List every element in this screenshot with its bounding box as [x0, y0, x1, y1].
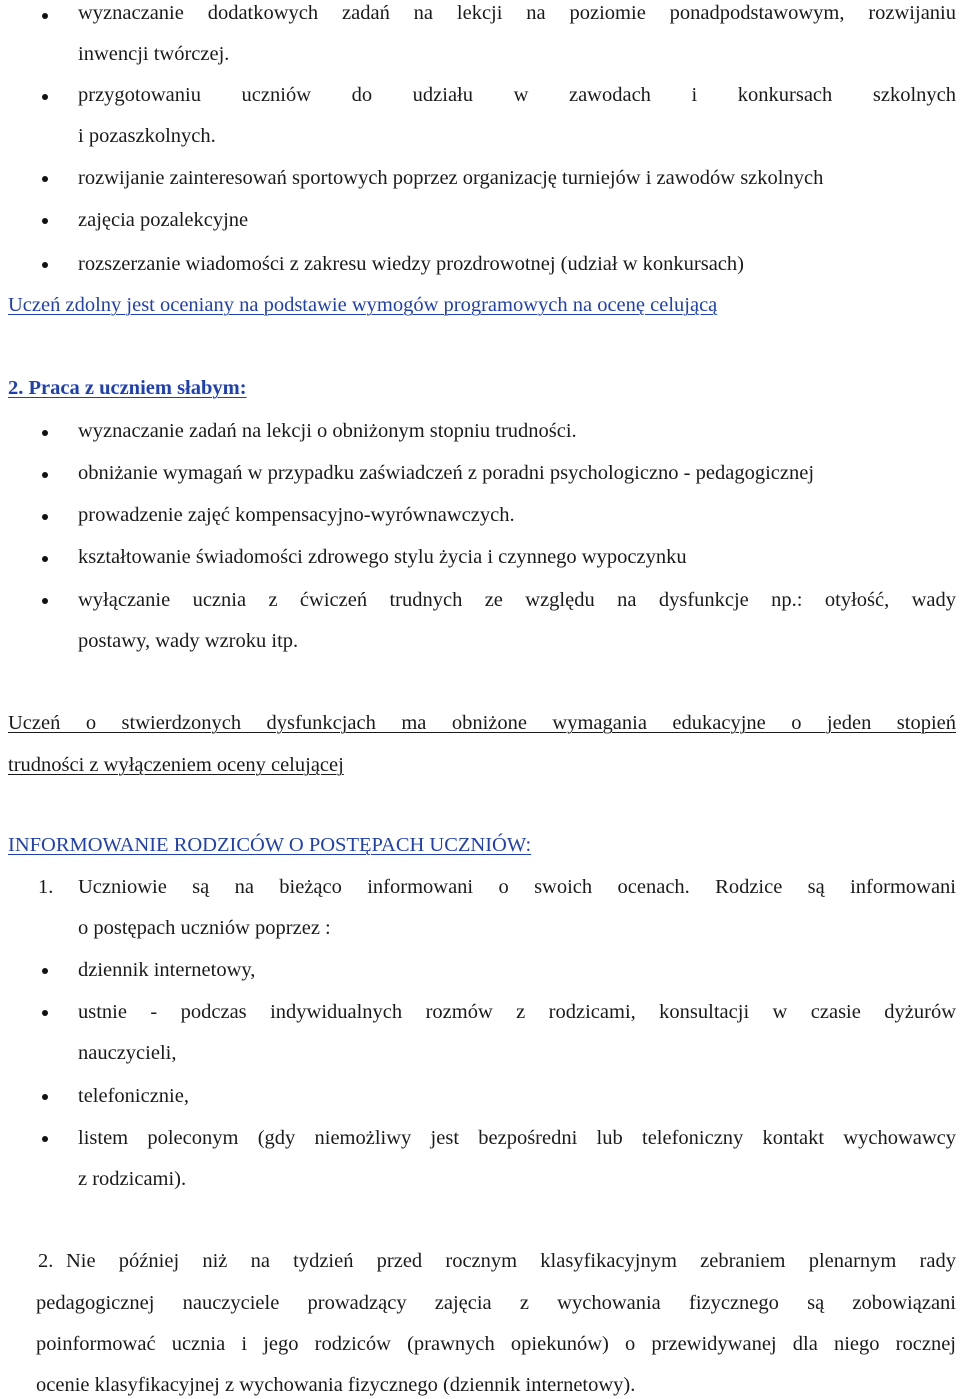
list-item: rozszerzanie wiadomości z zakresu wiedzy prozdrowotnej (udział w konkursach)	[78, 253, 744, 275]
point-1-number: 1.	[38, 876, 54, 898]
point-1-text: Uczniowie są na bieżąco informowani o swoich ocenach. Rodzice są informowani	[78, 876, 956, 898]
list-item: dziennik internetowy,	[78, 959, 256, 981]
dysfunction-note: Uczeń o stwierdzonych dysfunkcjach ma obniżone wymagania edukacyjne o jeden stopień	[8, 712, 956, 734]
list-item: przygotowaniu uczniów do udziału w zawodach i konkursach szkolnych	[78, 84, 956, 106]
list-item: wyłączanie ucznia z ćwiczeń trudnych ze względu na dysfunkcje np.: otyłość, wady	[78, 589, 956, 611]
point-2-number: 2.	[38, 1250, 54, 1272]
bullet-icon	[42, 556, 48, 562]
list-item: listem poleconym (gdy niemożliwy jest bezpośredni lub telefoniczny kontakt wychowawcy	[78, 1127, 956, 1149]
gifted-student-note: Uczeń zdolny jest oceniany na podstawie wymogów programowych na ocenę celującą	[8, 294, 718, 316]
bullet-icon	[42, 262, 48, 268]
list-item: zajęcia pozalekcyjne	[78, 209, 249, 231]
bullet-icon	[42, 1010, 48, 1016]
informing-parents-heading: INFORMOWANIE RODZICÓW O POSTĘPACH UCZNIÓW:	[8, 834, 532, 856]
point-1-continuation: o postępach uczniów poprzez :	[78, 917, 331, 939]
section-2-title: 2. Praca z uczniem słabym:	[8, 377, 247, 399]
bullet-icon	[42, 514, 48, 520]
bullet-icon	[42, 1136, 48, 1142]
list-item: rozwijanie zainteresowań sportowych poprzez organizację turniejów i zawodów szkolnych	[78, 167, 824, 189]
point-2-text: Nie później niż na tydzień przed rocznym klasyfikacyjnym zebraniem plenarnym rady	[66, 1250, 956, 1272]
bullet-icon	[42, 176, 48, 182]
list-item: kształtowanie świadomości zdrowego stylu życia i czynnego wypoczynku	[78, 546, 687, 568]
bullet-icon	[42, 13, 48, 19]
point-2-continuation: ocenie klasyfikacyjnej z wychowania fizycznego (dziennik internetowy).	[36, 1374, 636, 1396]
list-item: obniżanie wymagań w przypadku zaświadczeń z poradni psychologiczno - pedagogicznej	[78, 462, 815, 484]
list-item: wyznaczanie zadań na lekcji o obniżonym stopniu trudności.	[78, 420, 577, 442]
point-2-continuation: poinformować ucznia i jego rodziców (prawnych opiekunów) o przewidywanej dla niego rocznej	[36, 1333, 956, 1355]
bullet-icon	[42, 472, 48, 478]
list-item-continuation: nauczycieli,	[78, 1042, 177, 1064]
point-2-continuation: pedagogicznej nauczyciele prowadzący zajęcia z wychowania fizycznego są zobowiązani	[36, 1292, 956, 1314]
bullet-icon	[42, 968, 48, 974]
list-item-continuation: i pozaszkolnych.	[78, 125, 216, 147]
list-item-continuation: inwencji twórczej.	[78, 43, 230, 65]
bullet-icon	[42, 598, 48, 604]
list-item-continuation: postawy, wady wzroku itp.	[78, 630, 299, 652]
list-item-continuation: z rodzicami).	[78, 1168, 187, 1190]
bullet-icon	[42, 94, 48, 100]
list-item: ustnie - podczas indywidualnych rozmów z rodzicami, konsultacji w czasie dyżurów	[78, 1001, 956, 1023]
bullet-icon	[42, 218, 48, 224]
bullet-icon	[42, 1094, 48, 1100]
bullet-icon	[42, 430, 48, 436]
list-item: telefonicznie,	[78, 1085, 189, 1107]
dysfunction-note-continuation: trudności z wyłączeniem oceny celującej	[8, 754, 344, 776]
list-item: prowadzenie zajęć kompensacyjno-wyrównawczych.	[78, 504, 515, 526]
list-item: wyznaczanie dodatkowych zadań na lekcji na poziomie ponadpodstawowym, rozwijaniu	[78, 2, 956, 24]
